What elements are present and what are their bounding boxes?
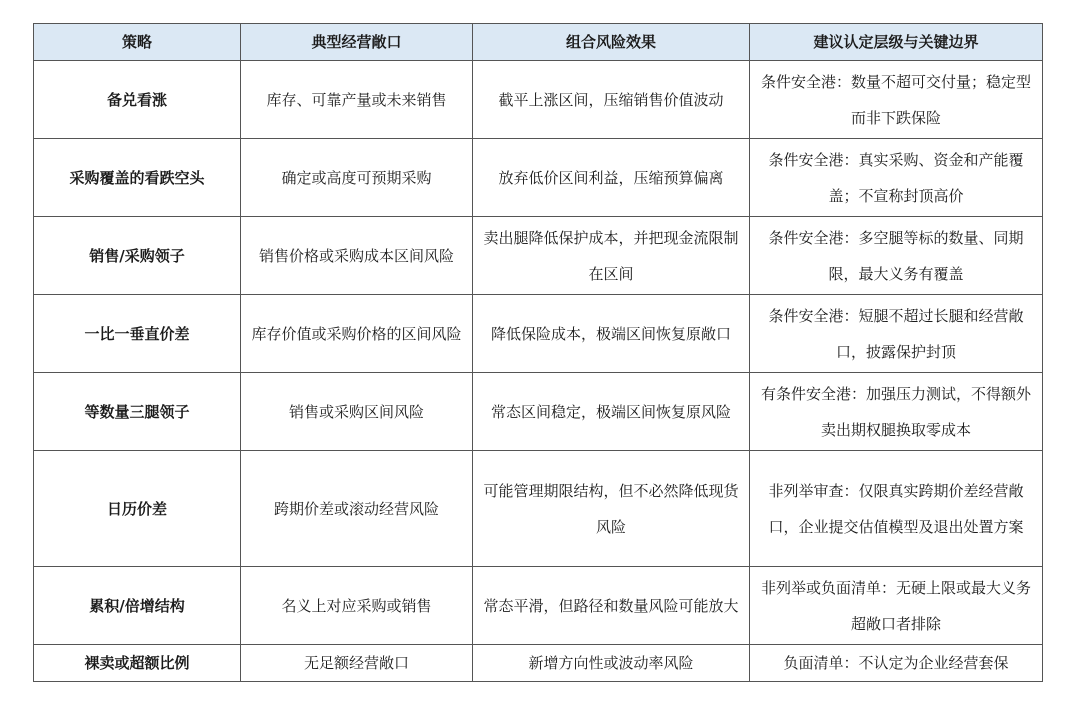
table-row bbox=[34, 139, 1043, 217]
strategy-cell: 等数量三腿领子 bbox=[34, 373, 241, 451]
effect-cell: 放弃低价区间利益，压缩预算偏离 bbox=[473, 139, 750, 217]
exposure-cell: 销售价格或采购成本区间风险 bbox=[241, 217, 473, 295]
effect-cell: 卖出腿降低保护成本，并把现金流限制在区间 bbox=[473, 217, 750, 295]
boundary-cell: 负面清单：不认定为企业经营套保 bbox=[750, 645, 1043, 682]
boundary-cell: 有条件安全港：加强压力测试，不得额外卖出期权腿换取零成本 bbox=[750, 373, 1043, 451]
exposure-cell: 库存、可靠产量或未来销售 bbox=[241, 61, 473, 139]
table-row bbox=[34, 217, 1043, 295]
effect-cell: 降低保险成本，极端区间恢复原敞口 bbox=[473, 295, 750, 373]
effect-cell: 截平上涨区间，压缩销售价值波动 bbox=[473, 61, 750, 139]
strategy-cell: 销售/采购领子 bbox=[34, 217, 241, 295]
boundary-cell: 条件安全港：真实采购、资金和产能覆盖；不宣称封顶高价 bbox=[750, 139, 1043, 217]
strategy-cell: 累积/倍增结构 bbox=[34, 567, 241, 645]
table-row bbox=[34, 61, 1043, 139]
effect-cell: 可能管理期限结构，但不必然降低现货风险 bbox=[473, 451, 750, 567]
strategy-table bbox=[33, 23, 1043, 682]
boundary-cell: 条件安全港：多空腿等标的数量、同期限，最大义务有覆盖 bbox=[750, 217, 1043, 295]
effect-cell: 常态平滑，但路径和数量风险可能放大 bbox=[473, 567, 750, 645]
effect-cell: 常态区间稳定，极端区间恢复原风险 bbox=[473, 373, 750, 451]
strategy-cell: 日历价差 bbox=[34, 451, 241, 567]
boundary-cell: 非列举审查：仅限真实跨期价差经营敞口，企业提交估值模型及退出处置方案 bbox=[750, 451, 1043, 567]
boundary-cell: 条件安全港：数量不超可交付量；稳定型而非下跌保险 bbox=[750, 61, 1043, 139]
exposure-cell: 无足额经营敞口 bbox=[241, 645, 473, 682]
strategy-cell: 一比一垂直价差 bbox=[34, 295, 241, 373]
header-strategy: 策略 bbox=[34, 24, 241, 61]
strategy-cell: 采购覆盖的看跌空头 bbox=[34, 139, 241, 217]
boundary-cell: 条件安全港：短腿不超过长腿和经营敞口，披露保护封顶 bbox=[750, 295, 1043, 373]
exposure-cell: 确定或高度可预期采购 bbox=[241, 139, 473, 217]
header-boundary: 建议认定层级与关键边界 bbox=[750, 24, 1043, 61]
table-row bbox=[34, 567, 1043, 645]
table-row bbox=[34, 295, 1043, 373]
header-exposure: 典型经营敞口 bbox=[241, 24, 473, 61]
table-row bbox=[34, 373, 1043, 451]
strategy-cell: 备兑看涨 bbox=[34, 61, 241, 139]
exposure-cell: 库存价值或采购价格的区间风险 bbox=[241, 295, 473, 373]
table-row bbox=[34, 451, 1043, 567]
exposure-cell: 名义上对应采购或销售 bbox=[241, 567, 473, 645]
exposure-cell: 跨期价差或滚动经营风险 bbox=[241, 451, 473, 567]
effect-cell: 新增方向性或波动率风险 bbox=[473, 645, 750, 682]
table-header-row bbox=[34, 24, 1043, 61]
table-row bbox=[34, 645, 1043, 682]
header-risk-effect: 组合风险效果 bbox=[473, 24, 750, 61]
boundary-cell: 非列举或负面清单：无硬上限或最大义务超敞口者排除 bbox=[750, 567, 1043, 645]
exposure-cell: 销售或采购区间风险 bbox=[241, 373, 473, 451]
strategy-cell: 裸卖或超额比例 bbox=[34, 645, 241, 682]
